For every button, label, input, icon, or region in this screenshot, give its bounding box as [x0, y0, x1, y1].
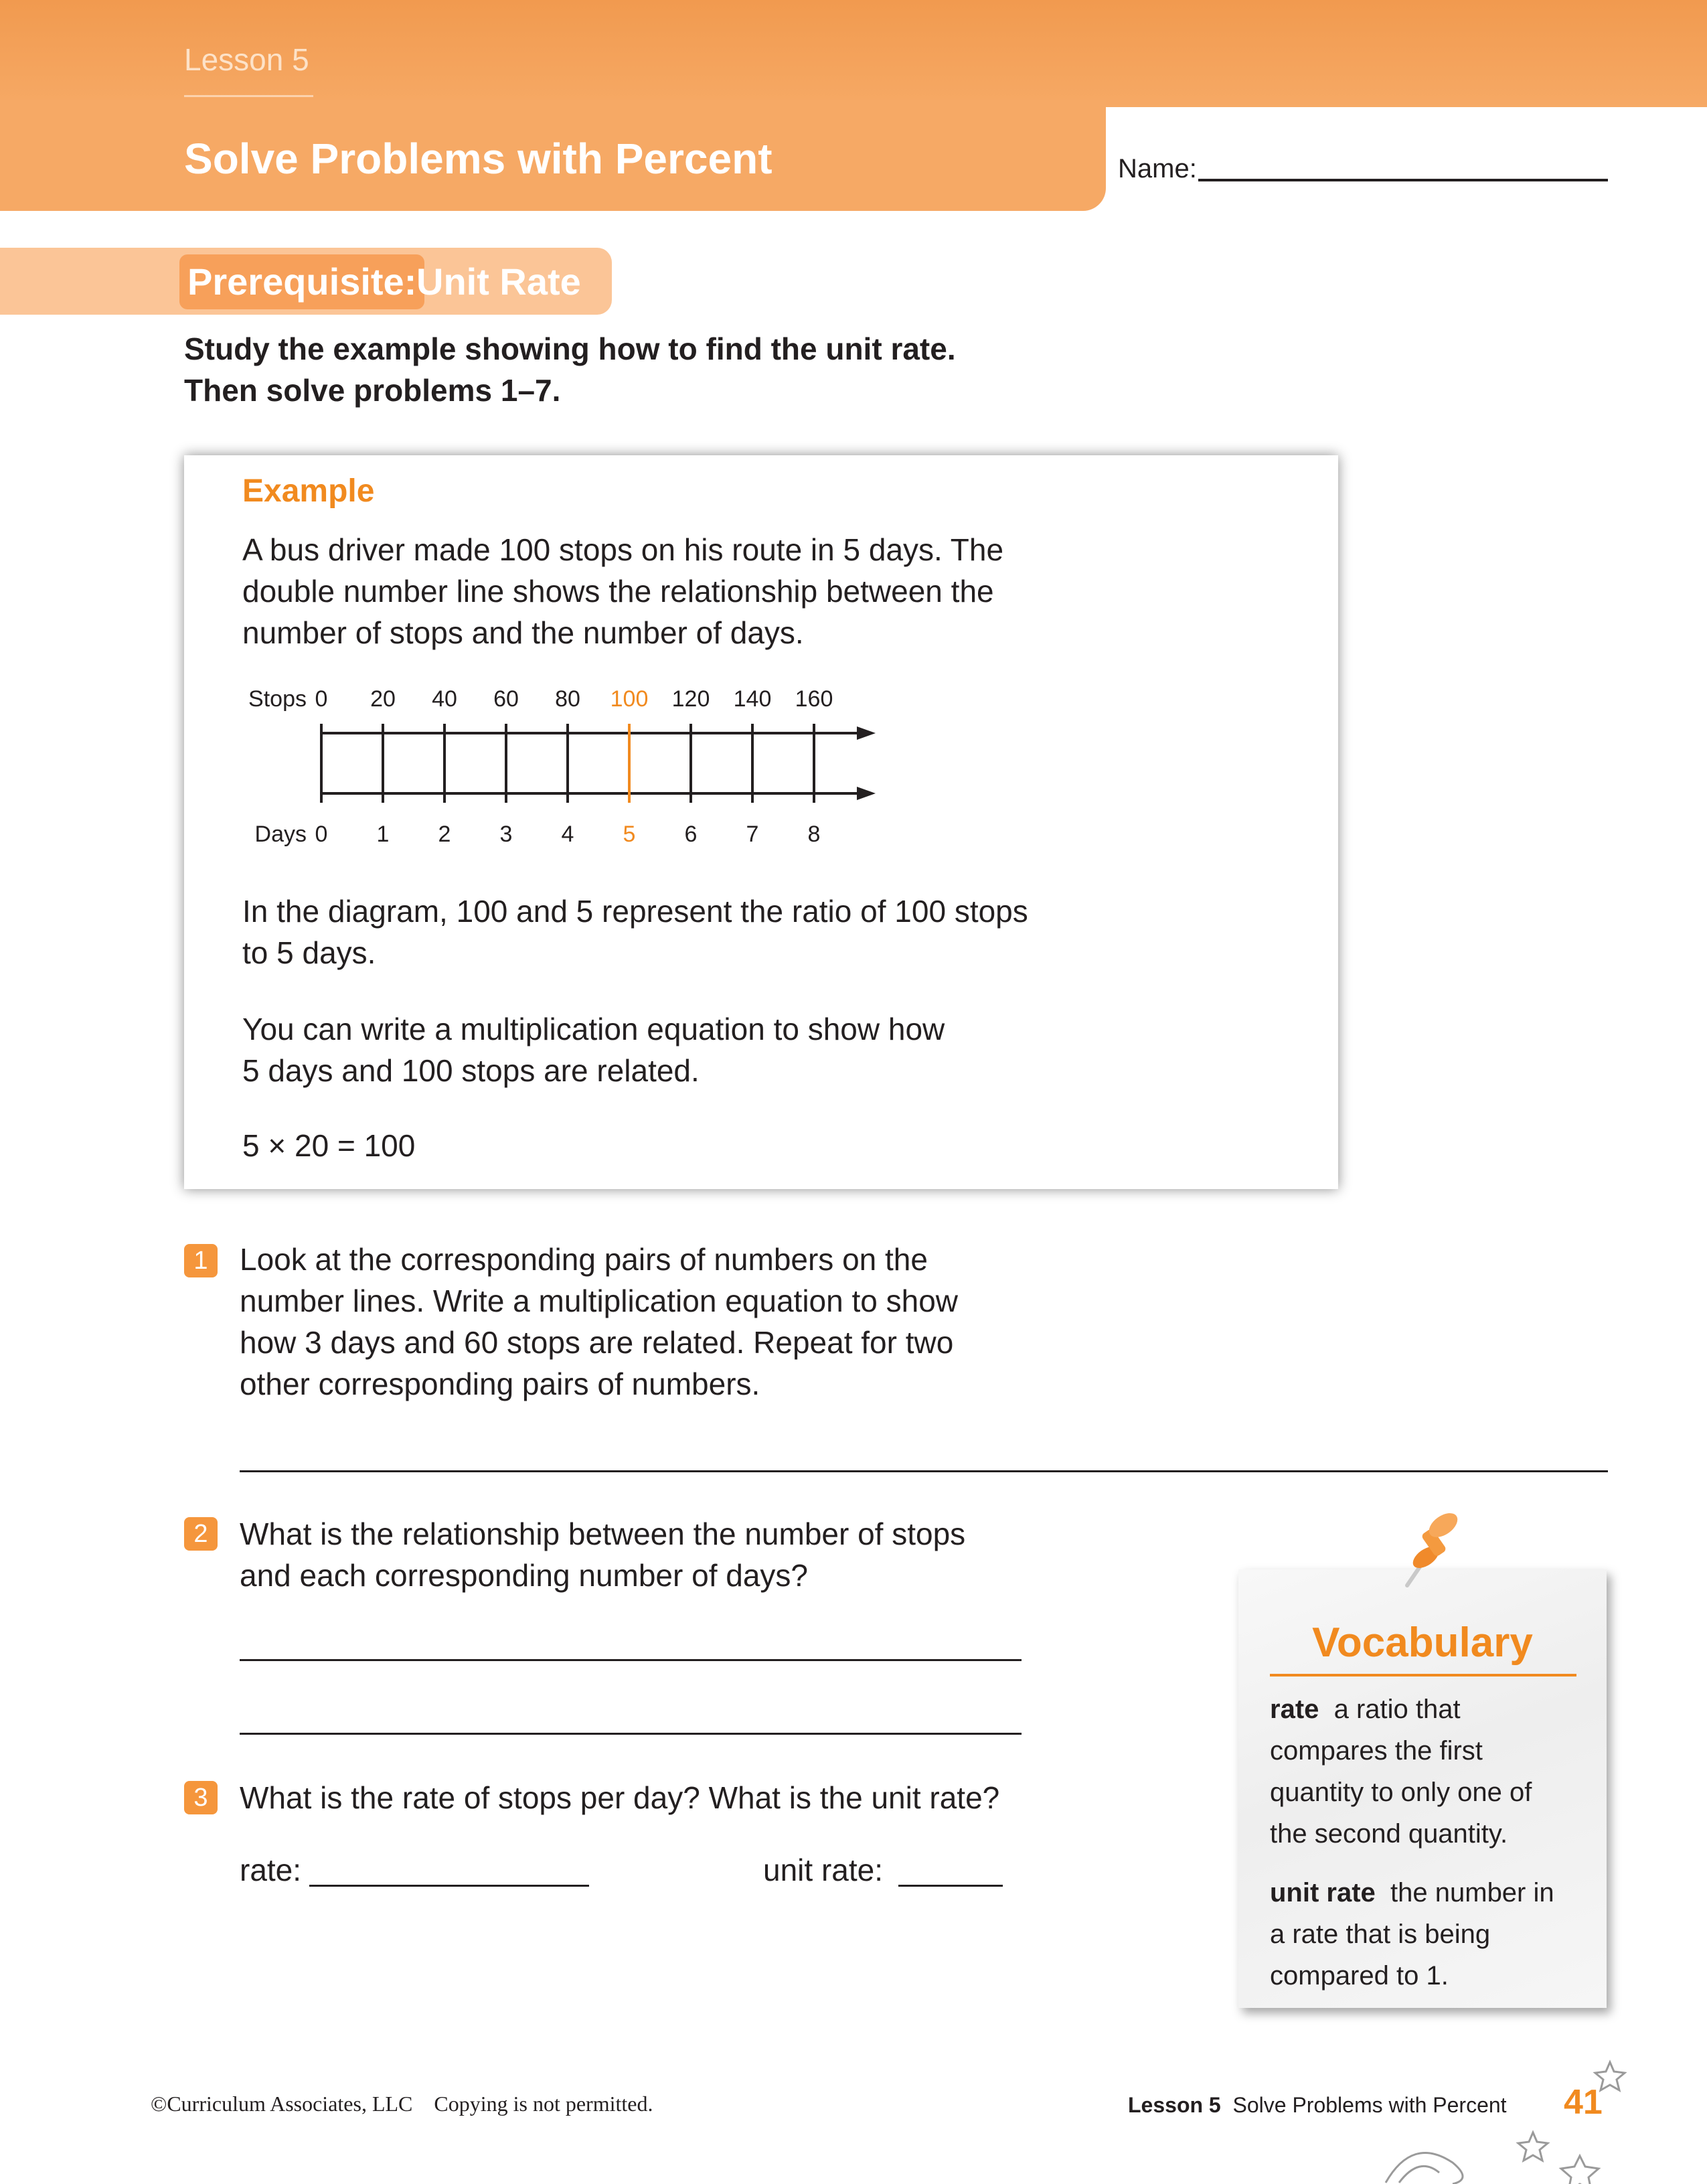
page-title: Solve Problems with Percent [184, 135, 773, 183]
example-paragraph [242, 890, 1028, 973]
example-text-line: to 5 days. [242, 935, 376, 970]
stops-axis-label: Stops [248, 686, 307, 712]
example-text-line: number of stops and the number of days. [242, 615, 804, 650]
stops-tick-label: 60 [493, 686, 519, 712]
name-label: Name: [1118, 154, 1197, 183]
footer-lesson-name: Solve Problems with Percent [1232, 2093, 1507, 2117]
example-equation: 5 × 20 = 100 [242, 1128, 416, 1163]
question-text-line: Look at the corresponding pairs of numbers on the [240, 1242, 928, 1277]
answer-line-q1[interactable] [240, 1470, 1608, 1472]
question-text-line: number lines. Write a multiplication equation to show [240, 1283, 959, 1318]
unit-rate-answer-line[interactable] [898, 1885, 1003, 1887]
example-text-line: You can write a multiplication equation to show how [242, 1012, 945, 1046]
instructions-line: Then solve problems 1–7. [184, 373, 561, 408]
example-paragraph [242, 1008, 945, 1091]
footer-lesson-number: Lesson 5 [1128, 2093, 1221, 2117]
question-text-line: other corresponding pairs of numbers. [240, 1367, 760, 1401]
example-paragraph [242, 529, 1003, 653]
vocabulary-title: Vocabulary [1312, 1620, 1533, 1666]
vocabulary-line: compared to 1. [1270, 1961, 1449, 1991]
vocabulary-rule [1270, 1674, 1576, 1676]
vocabulary-line: a rate that is being [1270, 1920, 1491, 1949]
vocabulary-term: rate [1270, 1695, 1319, 1724]
stops-tick-label: 40 [432, 686, 457, 712]
question-number-badge: 2 [184, 1517, 218, 1551]
vocabulary-definition: the number in [1390, 1878, 1554, 1907]
question-text-line: and each corresponding number of days? [240, 1558, 809, 1593]
example-text-line: In the diagram, 100 and 5 represent the ratio of 100 stops [242, 894, 1028, 929]
example-text-line: 5 days and 100 stops are related. [242, 1053, 700, 1088]
days-tick-label: 4 [561, 822, 574, 847]
stops-tick-label: 100 [610, 686, 649, 712]
lesson-label: Lesson 5 [184, 42, 309, 77]
vocabulary-entry [1270, 1689, 1591, 1855]
prerequisite-label: Prerequisite: [179, 254, 424, 309]
days-tick-label: 5 [623, 822, 636, 847]
stops-tick-label: 20 [370, 686, 396, 712]
arrowhead-icon [857, 726, 876, 740]
days-tick-label: 3 [499, 822, 513, 847]
days-tick-label: 0 [315, 822, 328, 847]
copyright-notice: ©Curriculum Associates, LLC Copying is not permitted. [151, 2092, 653, 2116]
rate-label: rate: [240, 1853, 302, 1887]
arrowhead-icon [857, 787, 876, 800]
question-text-line: What is the relationship between the number of stops [240, 1516, 966, 1551]
question-1-text [240, 1239, 958, 1405]
vocabulary-line [1270, 1872, 1591, 1914]
vocabulary-term: unit rate [1270, 1878, 1376, 1907]
stops-tick-label: 120 [671, 686, 710, 712]
question-2-text [240, 1513, 965, 1596]
vocabulary-entry [1270, 1872, 1591, 1997]
vocabulary-line: compares the first [1270, 1736, 1483, 1766]
question-text-line: What is the rate of stops per day? What is the unit rate? [240, 1780, 1000, 1815]
star-doodle-icon [1372, 2049, 1674, 2184]
days-tick-label: 7 [746, 822, 759, 847]
page-number: 41 [1564, 2083, 1603, 2122]
question-text-line: how 3 days and 60 stops are related. Repeat for two [240, 1325, 954, 1360]
vocabulary-definition: a ratio that [1333, 1695, 1461, 1724]
days-tick-label: 8 [807, 822, 821, 847]
vocabulary-line: the second quantity. [1270, 1819, 1508, 1849]
answer-line-q2[interactable] [240, 1733, 1022, 1735]
stops-tick-label: 140 [733, 686, 772, 712]
stops-tick-label: 80 [555, 686, 580, 712]
stops-tick-label: 0 [315, 686, 328, 712]
days-tick-label: 2 [438, 822, 451, 847]
question-3-text [240, 1777, 999, 1818]
example-text-line: double number line shows the relationship between the [242, 574, 994, 609]
lesson-underline [184, 95, 313, 97]
vocabulary-line: quantity to only one of [1270, 1778, 1532, 1807]
days-tick-label: 6 [684, 822, 698, 847]
answer-line-q2[interactable] [240, 1659, 1022, 1661]
prerequisite-topic: Unit Rate [416, 260, 581, 303]
question-number-badge: 3 [184, 1781, 218, 1814]
instructions [184, 328, 956, 411]
instructions-line: Study the example showing how to find the unit rate. [184, 331, 956, 366]
question-number-badge: 1 [184, 1244, 218, 1277]
rate-answer-line[interactable] [309, 1885, 589, 1887]
example-label: Example [242, 473, 375, 509]
pushpin-icon [1392, 1506, 1466, 1593]
days-axis-label: Days [254, 822, 307, 847]
days-tick-label: 1 [376, 822, 390, 847]
vocabulary-line [1270, 1689, 1591, 1730]
name-field-line[interactable] [1198, 179, 1608, 181]
unit-rate-label: unit rate: [763, 1853, 883, 1887]
stops-tick-label: 160 [795, 686, 833, 712]
double-number-line [228, 670, 897, 870]
example-text-line: A bus driver made 100 stops on his route in 5 days. The [242, 532, 1004, 567]
